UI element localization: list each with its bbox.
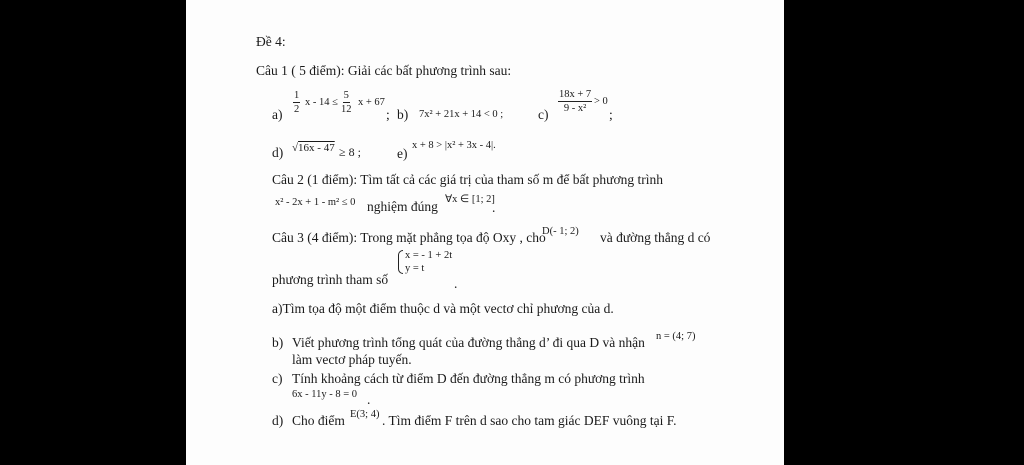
q1-a-fraction-1: $\frac{1}{2}$: [294, 90, 300, 115]
q3-heading-a: Câu 3 (4 điểm): Trong mặt phẳng tọa độ Oxy , cho: [272, 230, 546, 245]
q3-system-line-1: x = - 1 + 2t: [405, 250, 453, 261]
q3-param-dot: .: [454, 276, 458, 291]
q1-a-end: x + 67: [358, 97, 385, 108]
exam-paper: [186, 0, 784, 465]
q2-dot: .: [492, 200, 496, 215]
q3-param-system: [398, 249, 452, 275]
q3-b-label: b): [272, 335, 284, 350]
q1-b-label: b): [397, 107, 409, 122]
q1-d-sqrt-expression: √16x - 47: [292, 142, 335, 154]
q3-c-expression: 6x - 11y - 8 = 0: [292, 389, 358, 400]
exam-title: Đề 4:: [256, 34, 286, 49]
q1-c-fraction: $\frac{18x + 7}{\text{9 - x²}}$: [559, 89, 592, 114]
q2-expression: x² - 2x + 1 - m² ≤ 0: [275, 197, 356, 208]
q1-a-label: a): [272, 107, 283, 122]
q3-part-a: a)Tìm tọa độ một điểm thuộc d và một vectơ chỉ phương của d.: [272, 301, 614, 316]
q1-d-tail: ≥ 8 ;: [339, 145, 361, 159]
q1-a-separator: ;: [386, 107, 390, 122]
q3-heading-b: và đường thẳng d có: [600, 230, 711, 245]
q1-a-fraction-2: $\frac{5}{12}$: [341, 90, 352, 115]
q2-condition: ∀x ∈ [1; 2]: [445, 194, 495, 205]
q3-param-label: phương trình tham số: [272, 272, 389, 287]
q1-d-label: d): [272, 145, 284, 160]
q3-system-line-2: y = t: [405, 263, 425, 274]
q3-b-text: Viết phương trình tổng quát của đường thẳng d’ đi qua D và nhận: [292, 335, 645, 350]
q3-b-normal-vector: n = (4; 7): [656, 331, 696, 342]
q3-d-text-b: . Tìm điểm F trên d sao cho tam giác DEF vuông tại F.: [382, 413, 677, 428]
q3-c-text: Tính khoảng cách từ điểm D đến đường thẳng m có phương trình: [292, 371, 645, 386]
q3-d-point-E: E(3; 4): [350, 409, 380, 420]
q1-b-expression: 7x² + 21x + 14 < 0 ;: [419, 109, 504, 120]
q3-c-dot: .: [367, 392, 371, 407]
q3-d-label: d): [272, 413, 284, 428]
q3-c-label: c): [272, 371, 283, 386]
q3-b-text-2: làm vectơ pháp tuyến.: [292, 352, 412, 367]
q2-heading: Câu 2 (1 điểm): Tìm tất cả các giá trị của tham số m để bất phương trình: [272, 172, 663, 187]
q3-d-text-a: Cho điểm: [292, 413, 345, 428]
q2-text: nghiệm đúng: [367, 199, 438, 214]
q1-heading: Câu 1 ( 5 điểm): Giải các bất phương trình sau:: [256, 63, 512, 78]
q1-c-separator: ;: [609, 107, 613, 122]
q1-e-label: e): [397, 146, 408, 161]
q3-point-D: D(- 1; 2): [542, 226, 579, 237]
q1-a-middle: x - 14 ≤: [305, 97, 338, 108]
q1-c-tail: > 0: [594, 96, 608, 107]
q1-e-expression: x + 8 > |x² + 3x - 4|.: [412, 140, 496, 151]
q1-c-label: c): [538, 107, 549, 122]
